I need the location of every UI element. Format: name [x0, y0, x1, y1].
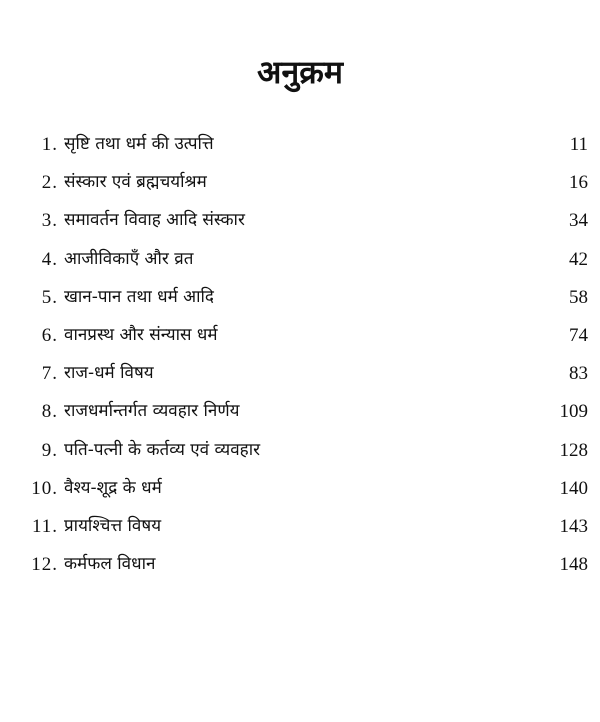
entry-number: 5.: [41, 286, 58, 308]
entry-number: 1.: [41, 134, 58, 155]
entry-number: 3.: [41, 210, 58, 232]
entry-number: 8.: [41, 401, 58, 423]
entry-number: 4.: [41, 248, 58, 270]
entry-page-number: 83: [569, 363, 588, 385]
entry-number: 2.: [41, 172, 58, 194]
toc-entry[interactable]: [0, 545, 600, 583]
entry-title: वैश्य-शूद्र के धर्म: [64, 477, 162, 498]
entry-title: राज-धर्म विषय: [64, 363, 154, 384]
entry-page-number: 34: [569, 210, 588, 232]
entry-page-number: 58: [569, 286, 588, 308]
entry-number: 11.: [31, 515, 58, 537]
entry-title: आजीविकाएँ और व्रत: [64, 248, 194, 269]
entry-title: राजधर्मान्तर्गत व्यवहार निर्णय: [64, 401, 240, 422]
entry-title: पति-पत्नी के कर्तव्य एवं व्यवहार: [64, 439, 261, 460]
entry-page-number: 140: [559, 477, 588, 499]
entry-title: समावर्तन विवाह आदि संस्कार: [64, 210, 245, 231]
entry-number: 10.: [31, 477, 58, 499]
entry-page-number: 16: [569, 172, 588, 194]
entry-title: कर्मफल विधान: [64, 554, 156, 575]
entry-title: सृष्टि तथा धर्म की उत्पत्ति: [64, 134, 214, 154]
entry-title: संस्कार एवं ब्रह्मचर्याश्रम: [64, 172, 207, 193]
toc-entry[interactable]: [0, 354, 600, 392]
entry-page-number: 143: [559, 515, 588, 537]
toc-entry[interactable]: [0, 469, 600, 507]
entry-title: प्रायश्चित्त विषय: [64, 515, 162, 536]
entry-page-number: 148: [559, 554, 588, 576]
toc-entry[interactable]: [0, 278, 600, 316]
page-title: अनुक्रम: [257, 53, 343, 91]
toc-entry[interactable]: [0, 125, 600, 163]
table-of-contents: [0, 125, 600, 583]
entry-number: 6.: [41, 324, 58, 346]
toc-entry[interactable]: [0, 201, 600, 239]
toc-entry[interactable]: [0, 316, 600, 354]
entry-page-number: 11: [569, 134, 588, 155]
toc-entry[interactable]: [0, 507, 600, 545]
toc-entry[interactable]: [0, 240, 600, 278]
entry-page-number: 42: [569, 248, 588, 270]
entry-page-number: 74: [569, 324, 588, 346]
entry-page-number: 128: [559, 439, 588, 461]
toc-entry[interactable]: [0, 431, 600, 469]
entry-page-number: 109: [559, 401, 588, 423]
entry-title: खान-पान तथा धर्म आदि: [64, 286, 214, 307]
toc-entry[interactable]: [0, 392, 600, 430]
entry-number: 9.: [41, 439, 58, 461]
entry-number: 7.: [41, 363, 58, 385]
entry-title: वानप्रस्थ और संन्यास धर्म: [64, 324, 218, 345]
entry-number: 12.: [31, 554, 58, 576]
toc-entry[interactable]: [0, 163, 600, 201]
